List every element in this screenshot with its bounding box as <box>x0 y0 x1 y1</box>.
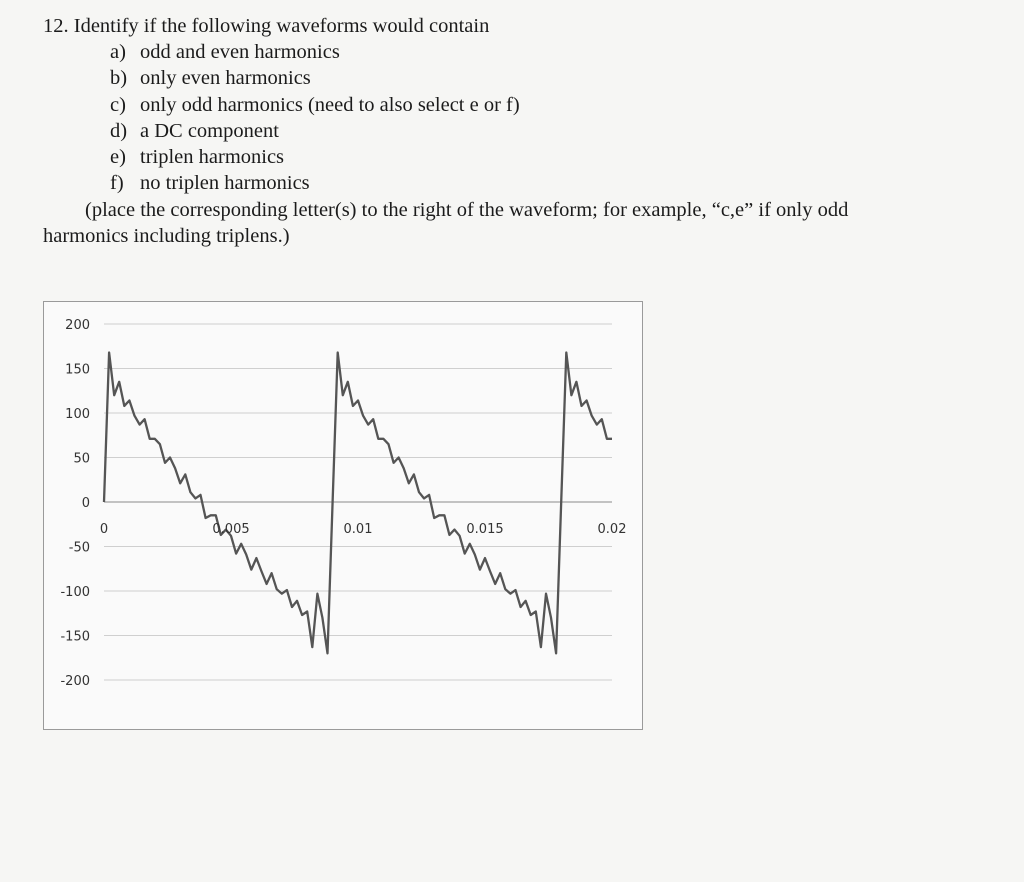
chart-frame <box>43 301 643 730</box>
series-line-waveform <box>104 353 612 654</box>
y-tick-label: 150 <box>65 362 90 378</box>
y-tick-label: -100 <box>60 585 90 600</box>
option-text: only even harmonics <box>140 67 311 90</box>
option-text: no triplen harmonics <box>140 172 310 195</box>
option-d <box>110 118 520 144</box>
option-c <box>110 92 520 118</box>
x-tick-label: 0.015 <box>466 522 504 537</box>
option-letter: f) <box>110 172 124 195</box>
y-tick-label: -200 <box>60 674 90 689</box>
instruction-line-1: (place the corresponding letter(s) to the right of the waveform; for example, “c,e” if only odd <box>85 199 849 221</box>
option-text: a DC component <box>140 119 279 142</box>
y-tick-label: 50 <box>73 451 90 467</box>
y-tick-labels <box>60 318 90 689</box>
y-tick-label: 0 <box>81 496 90 511</box>
y-tick-label: 100 <box>65 407 90 422</box>
waveform-chart <box>44 302 642 729</box>
y-tick-label: 200 <box>65 318 90 333</box>
y-tick-label: -150 <box>60 629 90 645</box>
option-letter: e) <box>110 146 126 169</box>
option-text: odd and even harmonics <box>140 41 340 63</box>
series-layer <box>104 353 612 654</box>
x-tick-label: 0.01 <box>343 522 373 537</box>
x-tick-label: 0 <box>99 522 109 537</box>
option-b <box>110 65 520 91</box>
option-letter: c) <box>110 93 126 116</box>
option-text: triplen harmonics <box>140 146 285 169</box>
option-f <box>110 170 520 196</box>
options-list <box>110 39 520 197</box>
option-a <box>110 39 520 65</box>
option-text: only odd harmonics (need to also select e or f) <box>140 93 520 116</box>
x-tick-labels <box>100 522 627 537</box>
option-letter: b) <box>110 67 128 90</box>
instruction-line-2: harmonics including triplens.) <box>43 225 290 247</box>
x-tick-label: 0.02 <box>597 522 627 537</box>
option-e <box>110 144 520 170</box>
option-letter: d) <box>110 119 128 142</box>
x-tick-label: 0.005 <box>212 522 250 537</box>
option-letter: a) <box>110 41 126 63</box>
question-title: 12. Identify if the following waveforms would contain <box>43 15 490 37</box>
y-tick-label: -50 <box>68 540 90 556</box>
